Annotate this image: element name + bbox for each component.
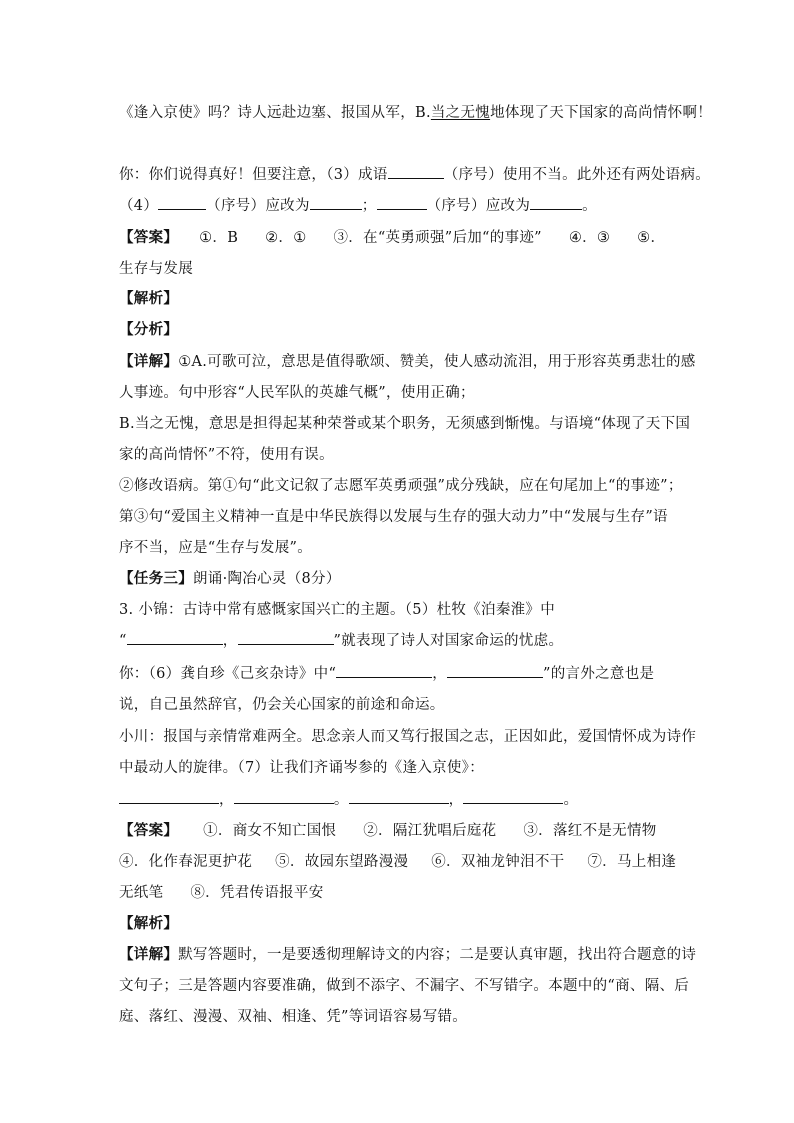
underlined-idiom: 当之无愧 [430,105,491,121]
explanation-line: 庭、落红、漫漫、双袖、相逢、凭”等词语容易写错。 [119,1009,468,1025]
text-segment: （序号）应改为 [426,198,531,214]
answer-blank[interactable] [388,165,444,179]
answer-blank[interactable] [119,790,219,804]
question-line [119,631,679,651]
answer-blank[interactable] [310,196,362,210]
answer-blank[interactable] [377,196,427,210]
explanation-line: 序不当，应是“生存与发展”。 [119,540,313,556]
task-label: 【任务三】 [119,570,193,587]
answer-continuation: 生存与发展 [119,261,193,277]
answer-item: ④．③ [568,230,611,246]
text-segment: 默写答题时，一是要透彻理解诗文的内容；二是要认真审题，找出符合题意的诗 [178,947,697,963]
explanation-line: 文句子；三是答题内容要准确，做到不添字、不漏字、不写错字。本题中的“商、隔、后 [119,978,690,994]
answer-item: ⑤． [637,230,666,246]
answer-line [119,883,679,903]
answer-line [119,852,679,872]
question-line [119,664,679,684]
answer-label: 【答案】 [119,229,179,246]
question-line: 3. 小锦：古诗中常有感慨家国兴亡的主题。（5）杜牧《泊秦淮》中 [119,602,556,618]
text-segment: ， [432,666,447,682]
question-line: 小川：报国与亲情常难两全。思念亲人而又笃行报国之志，正因如此，爱国情怀成为诗作 [119,729,697,745]
text-segment: ， [222,633,238,649]
answer-item: ⑦．马上相逢 [587,854,677,870]
text-segment: （序号）使用不当。此外还有两处语病。 [443,167,711,183]
section-heading-breakdown: 【分析】 [119,321,179,338]
answer-item: ②．① [265,230,307,246]
answer-blank[interactable] [463,790,563,804]
explanation-label: 【详解】 [119,353,179,370]
answer-item: ②．隔江犹唱后庭花 [363,823,497,839]
text-segment: 。 [582,198,597,214]
explanation-line: B.当之无愧，意思是担得起某种荣誉或某个职务，无须感到惭愧。与语境“体现了天下国 [119,416,691,432]
task-heading [119,569,679,589]
text-segment: 。 [563,792,579,808]
text-segment: 。 [333,792,349,808]
explanation-line: 家的高尚情怀”不符，使用有误。 [119,447,334,463]
question-line: 说，自己虽然辞官，仍会关心国家的前途和命运。 [119,697,445,713]
text-segment: ， [448,792,464,808]
explanation-line: ②修改语病。第①句“此文记叙了志愿军英勇顽强”成分残缺，应在句尾加上“的事迹”； [119,478,683,494]
paragraph-line [119,103,713,123]
explanation-label: 【详解】 [119,946,179,963]
paragraph-line [119,196,679,216]
text-segment: 你：（6）龚自珍《己亥杂诗》中“ [119,666,337,682]
answer-blank[interactable] [530,196,582,210]
answer-blank[interactable] [158,196,206,210]
answer-line [119,821,679,841]
answer-item: ①．B [199,230,239,246]
answer-item: ①．商女不知亡国恨 [203,823,337,839]
answer-item: ③．落红不是无情物 [523,823,657,839]
answer-blank[interactable] [349,790,449,804]
answer-item: 无纸笔 [119,885,164,901]
answer-item: ⑥．双袖龙钟泪不干 [431,854,565,870]
text-segment: ”就表现了诗人对国家命运的忧虑。 [333,633,564,649]
task-title: 朗诵·陶冶心灵（8分） [193,571,341,587]
answer-blank[interactable] [127,631,223,645]
text-segment: ； [361,198,377,214]
text-segment: “ [119,633,127,649]
text-segment: ①A.可歌可泣，意思是值得歌颂、赞美，使人感动流泪，用于形容英勇悲壮的感 [178,354,696,370]
answer-blank[interactable] [238,631,334,645]
explanation-line [119,352,696,372]
explanation-line: 人事迹。句中形容“人民军队的英雄气概”，使用正确； [119,385,475,401]
paragraph-line [119,165,711,185]
explanation-line: 第③句“爱国主义精神一直是中华民族得以发展与生存的强大动力”中“发展与生存”语 [119,509,668,525]
text-segment: 《逢入京使》吗？诗人远赴边塞、报国从军，B. [119,105,431,121]
answer-item: ④．化作春泥更护花 [119,854,253,870]
text-segment: 你：你们说得真好！但要注意，（3）成语 [119,167,388,183]
answer-item: ⑤．故园东望路漫漫 [275,854,409,870]
answer-blank[interactable] [336,664,432,678]
answer-item: ③．在“英勇顽强”后加“的事迹” [333,230,542,246]
explanation-line [119,945,697,965]
text-segment: ， [219,792,234,808]
answer-label: 【答案】 [119,822,179,839]
answer-blank[interactable] [234,790,334,804]
question-line [119,790,679,810]
section-heading-analysis: 【解析】 [119,290,179,307]
text-segment: （序号）应改为 [206,198,310,214]
section-heading-analysis: 【解析】 [119,915,179,932]
question-line: 中最动人的旋律。（7）让我们齐诵岑参的《逢入京使》： [119,760,485,776]
answer-item: ⑧．凭君传语报平安 [190,885,324,901]
answer-blank[interactable] [447,664,543,678]
text-segment: （4） [119,198,159,214]
text-segment: 地体现了天下国家的高尚情怀啊！ [490,105,713,121]
answer-line [119,228,679,248]
text-segment: ”的言外之意也是 [543,666,655,682]
